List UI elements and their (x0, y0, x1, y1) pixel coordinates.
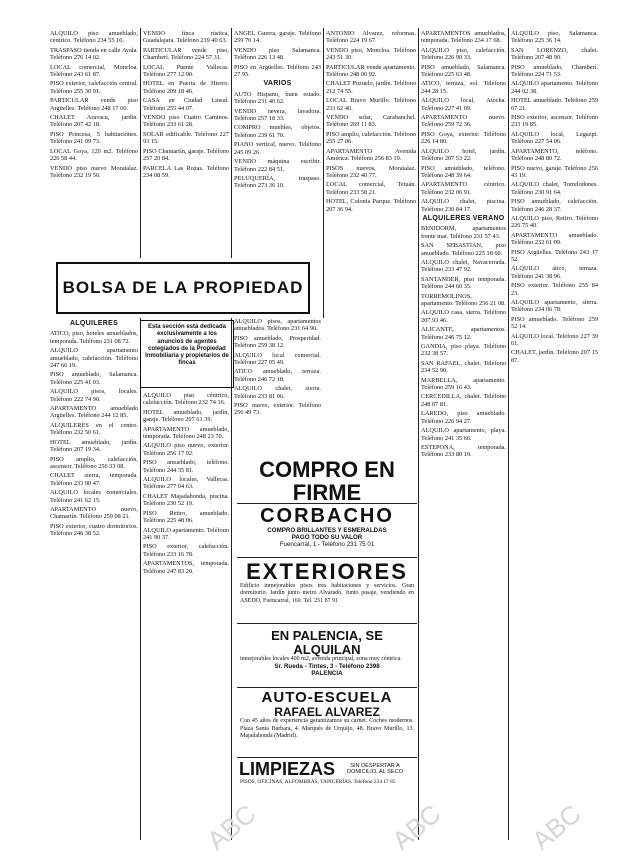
classified-ad: HOTEL amueblado, jardín. Teléfono 207 19 34. (50, 438, 138, 454)
classified-ad: VENDO solar, Carabanchel. Teléfono 269 11 83. (326, 114, 416, 129)
classified-ad: ALQUILO chalet, Torrelodones. Teléfono 230 91 64. (511, 181, 598, 196)
ad-auto-escuela (237, 690, 417, 758)
ad-subtitle: PAGO TODO SU VALOR (291, 534, 363, 541)
classified-ad: APARTAMENTO nuevo. Teléfono 259 72 36. (421, 114, 506, 129)
classified-ad: ALQUILO apartamento, playa. Teléfono 241 35 66. (421, 427, 506, 442)
classified-ad: ALQUILO pisos, apartamentos amueblados. Teléfono 231 64 90. (234, 318, 321, 333)
classified-ad: ALQUILO local, Atocha. Teléfono 227 41 09. (421, 97, 506, 112)
classified-ad: APARTAMENTO amueblado, temporada. Teléfono 248 23 70. (143, 425, 229, 441)
classified-ad: PISO Goya, exterior. Teléfono 226 14 80. (421, 130, 506, 146)
classified-ad: PELUQUERÍA, traspaso. Teléfono 273 36 10. (234, 174, 321, 190)
classified-ad: ALQUILO locales, Vallecas. Teléfono 277 04 63. (143, 476, 229, 491)
classified-ad: PISO Retiro, amueblado. Teléfono 225 48 06. (143, 509, 229, 525)
classified-ad: LOCAL comercial, Tetuán. Teléfono 233 58 21. (326, 181, 416, 196)
ad-subtitle: Sr. Rueda - Tintes, 3 - Teléfono 2398 (274, 663, 380, 671)
ad-subtitle: PALENCIA (311, 670, 343, 678)
classified-ad: PARTICULAR vende piso, Chamberí. Teléfono 224 57 31. (143, 46, 229, 62)
classified-ad: VENDO piso Cuatro Caminos. Teléfono 233 61 28. (143, 114, 229, 129)
classified-ad: ATICO, terraza, sol. Teléfono 244 28 15. (421, 80, 506, 95)
classified-ad: PARCELA Las Rozas. Teléfono 234 08 59. (143, 164, 229, 179)
classified-ad: MARBELLA, apartamento. Teléfono 259 16 43. (421, 376, 506, 392)
classified-ad: PISO amueblado, Chamberí. Teléfono 224 71 53. (511, 63, 598, 79)
ad-body: Con 45 años de experiencia garantizamos su carnet. Coches modernos. Plaza Santa Bárbara, 4. Marqués de Urquijo, 48. Bravo Murillo, 13. Majadahonda (Madrid). (240, 718, 414, 739)
section-heading: VARIOS (263, 80, 292, 88)
classified-ad: APARTAMENTO Avenida América. Teléfono 256 83 19. (326, 147, 416, 163)
classified-ad: CHALET Majadahonda, piscina. Teléfono 230 52 19. (143, 492, 229, 508)
ad-title: EXTERIORES (246, 560, 408, 584)
classified-ad: SANTANDER, piso temporada. Teléfono 244 60 35. (421, 275, 506, 291)
classified-ad: PARTICULAR vende piso Argüelles. Teléfono 248 17 66. (50, 97, 138, 112)
classified-ad: TORREMOLINOS, apartamento. Teléfono 256 21 08. (421, 292, 506, 307)
classified-ad: ANTONIO Alvarez, reformas. Teléfono 224 19 67. (326, 30, 416, 45)
abc-watermark: ABC (386, 798, 447, 856)
classified-ad: CHALET sierra, temporada. Teléfono 233 90 47. (50, 472, 138, 487)
classified-ad: ALQUILO piso amueblado, céntrico. Teléfono 234 55 10. (50, 30, 138, 45)
classified-ad: HOTEL, Colonia Parque. Teléfono 207 36 94. (326, 198, 416, 213)
classified-ad: ANGEL Guerra, garaje. Teléfono 259 70 14. (234, 30, 321, 45)
classified-ad: CHALET Aravaca, jardín. Teléfono 207 42 18. (50, 114, 138, 129)
classified-ad: ALQUILO apartamento amueblado, calefacción. Teléfono 247 66 19. (50, 347, 138, 370)
classified-ad: PISO amplio, calefacción. Teléfono 255 27 06. (326, 130, 416, 146)
classified-ad: PISO exterior, calefacción central. Teléfono 255 30 91. (50, 80, 138, 95)
ad-title: EN PALENCIA, SE ALQUILAN (271, 628, 383, 657)
ad-subtitle: COMPRO BRILLANTES Y ESMERALDAS (267, 527, 387, 534)
classified-ad: APARTAMENTOS amueblados, temporada. Teléfono 234 17 68. (421, 30, 506, 45)
ad-limpiezas (237, 760, 417, 798)
classified-column-4 (326, 30, 416, 460)
classified-ad: ALQUILO chalet, Navacerrada. Teléfono 233 47 92. (421, 258, 506, 274)
classified-ad: PISO Argüelles. Teléfono 243 17 52. (511, 248, 598, 263)
classified-column-2-bottom (143, 392, 229, 840)
classified-ad: APARTAMENTO céntrico. Teléfono 232 06 91. (421, 181, 506, 196)
classified-ad: PISO exterior, cuatro dormitorios. Teléfono 246 38 52. (50, 522, 138, 538)
classified-column-1-top (50, 30, 138, 258)
classified-ad: ESTEPONA, temporada. Teléfono 233 80 19. (421, 443, 506, 459)
column-rule (418, 28, 419, 840)
classified-column-5 (421, 30, 506, 840)
classified-ad: ALQUILO hotel, jardín. Teléfono 207 53 22. (421, 147, 506, 163)
classified-ad: PISO amueblado, Salamanca. Teléfono 225 63 48. (421, 63, 506, 79)
classified-ad: SAN RAFAEL, chalet. Teléfono 234 52 90. (421, 359, 506, 375)
classified-ad: ATICO amueblado, terraza. Teléfono 246 72 18. (234, 368, 321, 383)
classified-ad: APARTAMENTO amueblado. Teléfono 232 61 09. (511, 231, 598, 247)
classified-ad: VENDO piso Salamanca. Teléfono 226 13 48. (234, 46, 321, 62)
classified-ad: CERCEDILLA, chalet. Teléfono 248 07 81. (421, 393, 506, 408)
classified-ad: CHALET Pozuelo, jardín. Teléfono 212 74 55. (326, 80, 416, 95)
bolsa-title: BOLSA DE LA PROPIEDAD (62, 278, 304, 297)
section-notice-box: Esta sección está dedicada exclusivamente a los anuncios de agentes colegiados de la Propiedad Inmobiliaria y propietarios de fincas (140, 320, 234, 388)
classified-ad: ALQUILO piso, Salamanca. Teléfono 225 36 14. (511, 30, 598, 45)
classified-column-6 (511, 30, 598, 840)
classified-ad: PISO amplio, calefacción, ascensor. Teléfono 256 33 08. (50, 455, 138, 470)
ad-title: LIMPIEZAS (239, 760, 336, 779)
classified-ad: PISO en Argüelles. Teléfono 243 27 95. (234, 63, 321, 79)
classified-ad: APARTAMENTOS, temporada. Teléfono 247 83 20. (143, 560, 229, 575)
classified-column-3-bottom (234, 318, 321, 456)
classified-ad: LOCAL Bravo Murillo. Teléfono 233 62 40. (326, 97, 416, 112)
classified-ad: PISO nuevo, garaje. Teléfono 256 43 19. (511, 164, 598, 179)
classified-ad: PISO nuevo, exterior. Teléfono 256 49 73. (234, 402, 321, 417)
classified-ad: HOTEL amueblado, jardín, garaje. Teléfono 207 61 39. (143, 408, 229, 424)
classified-ad: PARTICULAR vende apartamento. Teléfono 248 06 92. (326, 63, 416, 79)
section-heading: ALQUILERES (69, 320, 119, 327)
classified-ad: SOLAR edificable. Teléfono 227 93 15. (143, 130, 229, 146)
classified-ad: PISO amueblado. Teléfono 259 52 14. (511, 315, 598, 331)
classified-ad: ALQUILO apartamento. Teléfono 241 90 37. (143, 526, 229, 541)
classified-ad: ALQUILO apartamento. Teléfono 244 02 38. (511, 80, 598, 95)
bolsa-banner (56, 262, 310, 314)
classified-column-1-bottom (50, 318, 138, 840)
classified-ad: PISO Princesa, 5 habitaciones. Teléfono 241 09 73. (50, 130, 138, 146)
classified-ad: PISO amueblado, teléfono. Teléfono 248 39 64. (421, 164, 506, 179)
classified-ad: ALQUILO piso, Retiro. Teléfono 226 75 40. (511, 214, 598, 230)
classified-ad: CHALET, jardín. Teléfono 207 15 87. (511, 349, 598, 364)
classified-ad: PIANO vertical, nuevo. Teléfono 245 09 26. (234, 141, 321, 156)
classified-ad: ALQUILO local. Teléfono 227 39 61. (511, 332, 598, 348)
classified-ad: APARTAMENTO, teléfono. Teléfono 248 80 72. (511, 147, 598, 163)
classified-ad: VENDO piso nuevo Moratalaz. Teléfono 232 19 50. (50, 164, 138, 179)
classified-ad: VENDO nevera, lavadora. Teléfono 257 18 33. (234, 107, 321, 123)
classified-ad: LOCAL Puente Vallecas. Teléfono 277 12 90. (143, 63, 229, 79)
classified-ad: ALQUILO local comercial. Teléfono 227 05 49. (234, 351, 321, 367)
abc-watermark: ABC (201, 798, 262, 856)
classified-ad: ALQUILO casa, sierra. Teléfono 207 93 46. (421, 309, 506, 324)
classified-ad: VENDO piso, Moncloa. Teléfono 243 51 30. (326, 46, 416, 62)
classified-ad: PISO amueblado, calefacción. Teléfono 246 28 37. (511, 198, 598, 213)
classified-ad: APARTAMENTO nuevo, Chamartín. Teléfono 259 08 21. (50, 505, 138, 521)
classified-ad: PISO exterior, ascensor. Teléfono 233 19 85. (511, 114, 598, 129)
column-rule (231, 28, 232, 258)
column-rule (231, 318, 232, 840)
ad-exteriores (237, 560, 417, 624)
ad-limpiezas-row (237, 760, 417, 779)
classified-ad: PISO Chamartín, garaje. Teléfono 257 20 84. (143, 147, 229, 163)
ad-title: COMPRO EN FIRME (259, 458, 395, 504)
classified-ad: GANDIA, piso playa. Teléfono 232 38 57. (421, 343, 506, 358)
classified-ad: AUTO Hispano, buen estado. Teléfono 231 40 62. (234, 90, 321, 106)
classified-ad: LOCAL comercial, Moncloa. Teléfono 243 61 87. (50, 63, 138, 79)
classified-ad: ALQUILO pisos, locales. Teléfono 222 74 90. (50, 388, 138, 403)
classified-ad: ATICO, piso, hoteles amueblados, temporada. Teléfono 231 08 72. (50, 330, 138, 345)
ad-title: AUTO-ESCUELA (261, 690, 393, 706)
classified-ad: TRASPASO tienda en calle Ayala. Teléfono 276 14 02. (50, 46, 138, 62)
classified-ad: ALQUILO chalet, piscina. Teléfono 230 84 17. (421, 198, 506, 213)
column-rule (508, 28, 509, 840)
abc-watermark: ABC (526, 798, 587, 856)
classified-ad: ALQUILO local, Legazpi. Teléfono 227 54 06. (511, 130, 598, 146)
classified-ad: PISO amueblado, Prosperidad. Teléfono 259 38 12. (234, 334, 321, 350)
classified-column-2-top (143, 30, 229, 258)
classified-ad: ALQUILERES en el centro. Teléfono 232 50 61. (50, 421, 138, 437)
classified-ad: BENIDORM, apartamentos frente mar. Teléfono 231 57 43. (421, 225, 506, 240)
column-rule (140, 28, 141, 258)
ad-compro-en-firme (237, 458, 417, 504)
classified-ad: LOCAL Goya, 120 m2. Teléfono 226 58 44. (50, 147, 138, 163)
ad-body: Fuencarral, 1 - Teléfono 231 75 01 (279, 541, 375, 548)
column-rule (140, 318, 141, 840)
classified-ad: CASA en Ciudad Lineal. Teléfono 255 44 07. (143, 97, 229, 112)
classified-ad: ALQUILO chalet, sierra. Teléfono 233 81 06. (234, 385, 321, 400)
classified-ad: ALQUILO apartamento, sierra. Teléfono 234 06 78. (511, 299, 598, 314)
ad-corbacho (237, 506, 417, 558)
classified-ad: PISO amueblado, teléfono. Teléfono 244 35 81. (143, 459, 229, 474)
classified-ad: ALQUILO piso, calefacción. Teléfono 226 90 33. (421, 46, 506, 62)
classified-column-3-top (234, 30, 321, 258)
classified-ad: ALQUILO piso céntrico, calefacción. Teléfono 232 74 16. (143, 392, 229, 407)
ad-body: Edificio inmejorables pisos tres habitaciones y servicios. Gran dormitorio. Jardín junto metro Alvarado. Junto pasaje, vendiendo en ASEDO, Fuencarral, 160. Tel. 251 87 91 (240, 583, 414, 604)
classified-ad: PISO exterior, calefacción. Teléfono 233 16 78. (143, 543, 229, 558)
classified-ad: SAN SEBASTIAN, piso amueblado. Teléfono 225 18 60. (421, 242, 506, 257)
ad-footer: PISOS, OFICINAS, ALFOMBRAS, TAPICERÍAS. Teléfono 234 17 85 (240, 778, 396, 785)
section-heading: ALQUILERES VERANO (422, 214, 505, 222)
ad-body: inmejorables locales 400 m2, avenida principal, zona muy céntrica. (240, 656, 402, 663)
classified-ad: VENDO finca rústica, Guadalajara. Teléfono 219 40 63. (143, 30, 229, 45)
classified-ad: HOTEL en Puerta de Hierro. Teléfono 209 18 46. (143, 80, 229, 95)
classified-ad: APARTAMENTO amueblado Argüelles. Teléfono 244 12 85. (50, 405, 138, 420)
classified-ad: ALICANTE, apartamentos. Teléfono 246 75 12. (421, 326, 506, 341)
classified-ad: ALQUILO locales comerciales. Teléfono 241 62 15. (50, 489, 138, 504)
ad-side-text: SIN DESPERTAR A DOMICILIO, AL SECO (346, 762, 404, 776)
classified-ad: HOTEL amueblado. Teléfono 259 67 21. (511, 97, 598, 112)
classified-ad: SAN LORENZO, chalet. Teléfono 207 48 90. (511, 46, 598, 62)
classified-ad: LAREDO, piso amueblado. Teléfono 226 94 27. (421, 410, 506, 425)
ad-title: CORBACHO (260, 506, 394, 527)
classified-ad: ALQUILO piso nuevo, exterior. Teléfono 256 17 92. (143, 442, 229, 457)
classified-ad: PISO exterior. Teléfono 255 84 23. (511, 282, 598, 297)
classified-ad: PISOS nuevos, Moratalaz. Teléfono 232 40 77. (326, 164, 416, 179)
classified-ad: COMPRO muebles, objetos. Teléfono 239 61 70. (234, 124, 321, 139)
classified-ad: ALQUILO ático, terraza. Teléfono 241 38 96. (511, 265, 598, 280)
column-rule (323, 28, 324, 318)
classified-ad: VENDO máquina escribir. Teléfono 222 84 51. (234, 158, 321, 173)
ad-title-secondary: RAFAEL ALVAREZ (274, 704, 380, 719)
classified-ad: PISO amueblado, Salamanca. Teléfono 225 41 03. (50, 371, 138, 386)
ad-palencia (237, 626, 417, 688)
